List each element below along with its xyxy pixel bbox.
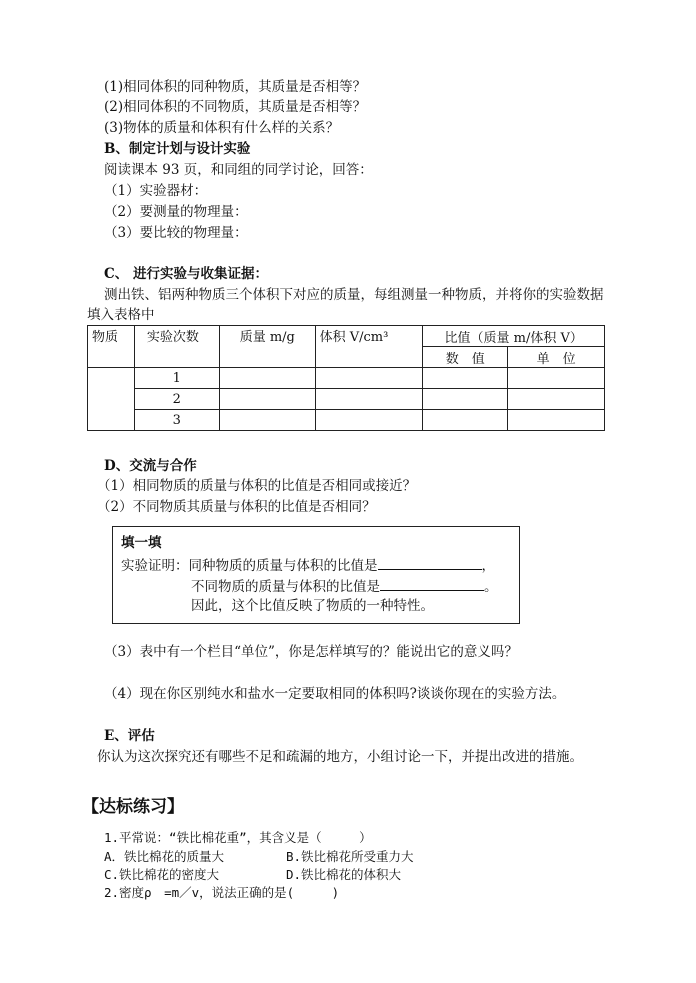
fill-box-line-2 xyxy=(191,576,498,596)
section-d-item-2: （2）不同物质其质量与体积的比值是否相同？ xyxy=(97,499,376,515)
question-unit: （3）表中有一个栏目“单位”，你是怎样填写的？能说出它的意义吗？ xyxy=(104,644,518,660)
section-e-title: E、评估 xyxy=(104,728,155,744)
question-2: (2)相同体积的不同物质，其质量是否相等？ xyxy=(104,99,367,115)
header-substance: 物质 xyxy=(88,326,135,368)
question-1: (1)相同体积的同种物质，其质量是否相等？ xyxy=(104,79,367,95)
question-3: (3)物体的质量和体积有什么样的关系？ xyxy=(104,120,340,136)
fill-box-title: 填一填 xyxy=(121,535,162,551)
section-b-item-2: （2）要测量的物理量： xyxy=(104,204,248,220)
section-d-item-1: （1）相同物质的质量与体积的比值是否相同或接近？ xyxy=(97,478,417,494)
subheader-value: 数 值 xyxy=(423,347,508,368)
section-b-intro: 阅读课本 93 页，和同组的同学讨论，回答： xyxy=(104,162,373,178)
ratio-unit-cell[interactable] xyxy=(508,368,605,389)
substance-cell[interactable] xyxy=(88,368,135,431)
fill-box-line-1 xyxy=(121,555,495,575)
ratio-unit-cell[interactable] xyxy=(508,389,605,410)
volume-cell[interactable] xyxy=(315,389,423,410)
experiment-table xyxy=(87,325,605,431)
section-b-item-3: （3）要比较的物理量： xyxy=(104,225,248,241)
answer-blank-2[interactable] xyxy=(380,576,484,591)
option-a[interactable]: A．铁比棉花的质量大 xyxy=(104,849,225,864)
fill-box-line-2-suffix: 。 xyxy=(484,579,498,595)
volume-cell[interactable] xyxy=(315,368,423,389)
section-c-line-2: 填入表格中 xyxy=(87,307,155,323)
section-c-line-1: 测出铁、铝两种物质三个体积下对应的质量，每组测量一种物质，并将你的实验数据 xyxy=(104,287,604,303)
practice-question-1: 1.平常说：“铁比棉花重”，其含义是（ ） xyxy=(104,830,372,845)
mass-cell[interactable] xyxy=(219,410,315,431)
section-b-title: B、制定计划与设计实验 xyxy=(104,141,251,157)
section-c-title: C、 进行实验与收集证据： xyxy=(104,266,268,282)
header-trial: 实验次数 xyxy=(134,326,219,368)
trial-number: 2 xyxy=(134,389,219,410)
fill-box-line-1-suffix: ， xyxy=(481,558,495,574)
fill-box-line-2-text: 不同物质的质量与体积的比值是 xyxy=(191,579,380,595)
header-mass: 质量 m/g xyxy=(219,326,315,368)
fill-box-line-1-text: 实验证明：同种物质的质量与体积的比值是 xyxy=(121,558,378,574)
ratio-value-cell[interactable] xyxy=(423,389,508,410)
ratio-value-cell[interactable] xyxy=(423,368,508,389)
volume-cell[interactable] xyxy=(315,410,423,431)
mass-cell[interactable] xyxy=(219,389,315,410)
header-volume: 体积 V/cm³ xyxy=(315,326,423,368)
option-c[interactable]: C.铁比棉花的密度大 xyxy=(104,867,220,882)
mass-cell[interactable] xyxy=(219,368,315,389)
trial-number: 3 xyxy=(134,410,219,431)
section-d-title: D、交流与合作 xyxy=(104,458,197,474)
ratio-value-cell[interactable] xyxy=(423,410,508,431)
header-ratio: 比值（质量 m/体积 V） xyxy=(423,326,605,347)
option-d[interactable]: D.铁比棉花的体积大 xyxy=(286,867,402,882)
answer-blank-1[interactable] xyxy=(378,555,482,570)
practice-question-2: 2.密度ρ =m／v，说法正确的是( ) xyxy=(104,885,340,900)
section-e-text: 你认为这次探究还有哪些不足和疏漏的地方，小组讨论一下，并提出改进的措施。 xyxy=(97,749,583,765)
practice-heading: 【达标练习】 xyxy=(82,797,184,817)
trial-number: 1 xyxy=(134,368,219,389)
section-b-item-1: （1）实验器材： xyxy=(104,183,208,199)
ratio-unit-cell[interactable] xyxy=(508,410,605,431)
question-method: （4）现在你区别纯水和盐水一定要取相同的体积吗?谈谈你现在的实验方法。 xyxy=(104,686,566,702)
fill-box-line-3: 因此，这个比值反映了物质的一种特性。 xyxy=(191,598,434,614)
subheader-unit: 单 位 xyxy=(508,347,605,368)
option-b[interactable]: B.铁比棉花所受重力大 xyxy=(286,849,414,864)
